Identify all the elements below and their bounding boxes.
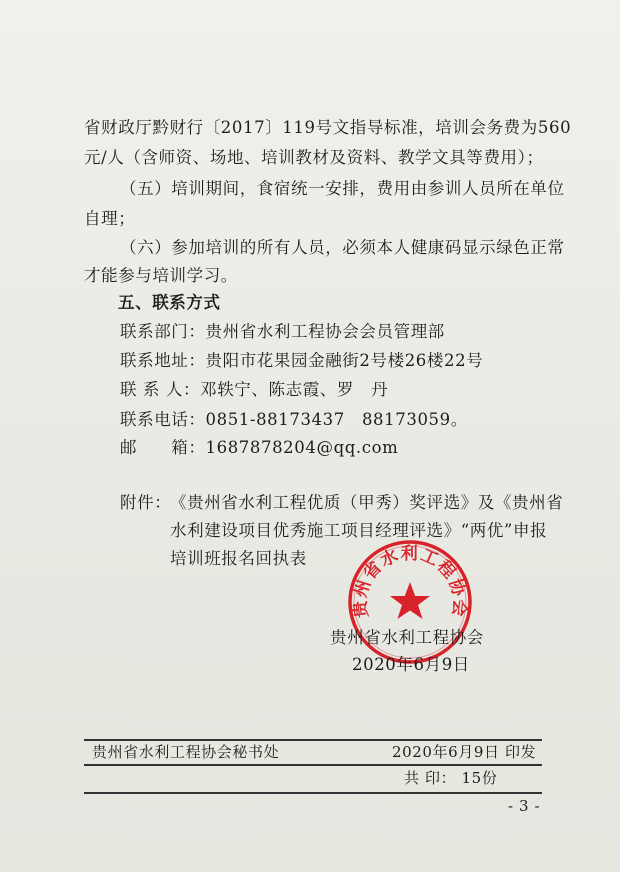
paragraph-item5-line1: （五）培训期间，食宿统一安排，费用由参训人员所在单位 [120,179,565,198]
contact-person-row [120,380,388,400]
contact-dept-label: 联系部门： [120,322,206,341]
contact-person-label: 联 系 人： [120,380,201,399]
footer-bottom-rule [84,792,542,794]
footer-middle-rule [84,764,542,766]
contact-heading: 五、联系方式 [118,293,221,312]
contact-address-label: 联系地址： [120,351,206,370]
attachment-line2: 水利建设项目优秀施工项目经理评选》“两优”申报 [170,521,548,540]
page-number: - 3 - [508,797,541,815]
paragraph-item6-line2: 才能参与培训学习。 [84,266,238,285]
contact-person-value: 邓轶宁、陈志霞、罗 丹 [200,380,389,399]
contact-dept-value: 贵州省水利工程协会会员管理部 [205,322,445,341]
footer-issue-date: 2020年6月9日 印发 [392,743,537,761]
contact-email-value: 1687878204@qq.com [205,438,399,457]
contact-dept-row [120,322,445,342]
contact-address-value: 贵阳市花果园金融街2号楼26楼22号 [205,351,484,370]
seal-text: 贵州省水利工程协会 [350,543,470,619]
contact-address-row [120,351,483,371]
footer-top-rule [84,739,542,741]
footer-copies: 共 印： 15份 [404,769,498,787]
paragraph-fee-line1: 省财政厅黔财行〔2017〕119号文指导标准，培训会务费为560 [84,118,572,137]
attachment-line3: 培训班报名回执表 [170,549,307,568]
contact-email-label: 邮 箱： [120,438,206,457]
contact-phone-row [120,410,468,430]
seal-star-icon [390,582,430,619]
contact-phone-value: 0851-88173437 88173059。 [205,410,468,429]
paragraph-fee-line2: 元/人（含师资、场地、培训教材及资料、教学文具等费用）； [84,148,544,167]
contact-phone-label: 联系电话： [120,410,206,429]
paragraph-item5-line2: 自理； [84,209,136,228]
footer-issuer: 贵州省水利工程协会秘书处 [92,743,280,761]
signature-org: 贵州省水利工程协会 [330,628,484,647]
attachment-label: 附件： [120,493,172,512]
contact-email-row [120,438,398,458]
attachment-line1: 《贵州省水利工程优质（甲秀）奖评选》及《贵州省 [170,493,564,512]
signature-date: 2020年6月9日 [352,655,470,674]
paragraph-item6-line1: （六）参加培训的所有人员，必须本人健康码显示绿色正常 [120,238,565,257]
